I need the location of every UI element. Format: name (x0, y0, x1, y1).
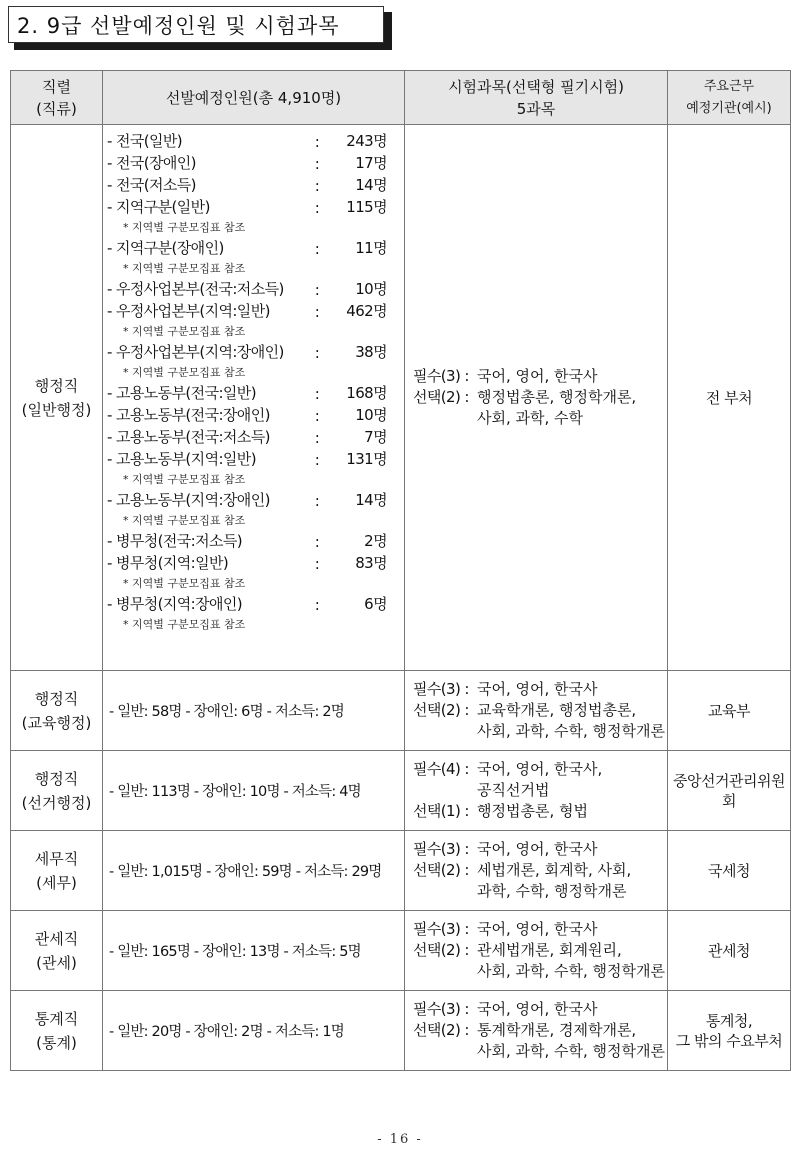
quota-item (107, 488, 404, 510)
quota-count: 2명 (364, 532, 387, 550)
cell-subjects (405, 831, 668, 911)
required-label: 필수(3) : (413, 367, 469, 385)
required-label: 필수(3) : (413, 680, 469, 698)
header-agency-line2: 예정기관(예시) (686, 100, 772, 116)
cell-subjects (405, 671, 668, 751)
cell-category (11, 671, 103, 751)
quota-note: * 지역별 구분모집표 참조 (123, 365, 246, 379)
quota-name: - 우정사업본부(전국:저소득) (107, 280, 284, 298)
subject-line: 국어, 영어, 한국사 (477, 840, 598, 858)
elective-label: 선택(2) : (413, 388, 469, 406)
cell-agency (668, 911, 791, 991)
required-subjects (413, 839, 667, 860)
agency-line: 통계청, (705, 1011, 753, 1030)
quota-text: - 일반: 165명 - 장애인: 13명 - 저소득: 5명 (109, 944, 361, 960)
required-subjects (413, 999, 667, 1020)
cell-agency (668, 831, 791, 911)
quota-count: 462명 (346, 302, 387, 320)
elective-label: 선택(2) : (413, 701, 469, 719)
category-line: (선거행정) (21, 793, 92, 812)
header-subjects-line1: 시험과목(선택형 필기시험) (448, 77, 624, 96)
quota-colon: : (314, 451, 320, 469)
quota-colon: : (314, 303, 320, 321)
quota-note: * 지역별 구분모집표 참조 (123, 261, 246, 275)
section-title-box (8, 6, 392, 50)
quota-colon: : (314, 155, 320, 173)
elective-label: 선택(2) : (413, 861, 469, 879)
cell-category (11, 751, 103, 831)
elective-subjects (413, 801, 667, 822)
agency-line: 교육부 (708, 701, 750, 720)
category-line: 관세직 (34, 929, 79, 948)
required-label: 필수(3) : (413, 1000, 469, 1018)
elective-label: 선택(2) : (413, 1021, 469, 1039)
quota-text: - 일반: 1,015명 - 장애인: 59명 - 저소득: 29명 (109, 864, 382, 880)
category-line: (일반행정) (21, 400, 92, 419)
quota-count: 243명 (346, 132, 387, 150)
quota-text: - 일반: 113명 - 장애인: 10명 - 저소득: 4명 (109, 784, 361, 800)
elective-list (477, 1020, 665, 1062)
subject-line: 행정법총론, 형법 (477, 802, 588, 820)
cell-category (11, 831, 103, 911)
cell-quota (103, 671, 405, 751)
category-line: (교육행정) (21, 713, 92, 732)
quota-colon: : (314, 177, 320, 195)
required-label: 필수(3) : (413, 920, 469, 938)
quota-item (107, 151, 404, 173)
quota-item (107, 277, 404, 299)
category-line: (세무) (36, 873, 77, 892)
header-category (11, 71, 103, 125)
cell-subjects (405, 125, 668, 671)
elective-subjects (413, 1020, 667, 1062)
subject-line: 국어, 영어, 한국사 (477, 680, 598, 698)
quota-colon: : (314, 344, 320, 362)
quota-count: 6명 (364, 595, 387, 613)
category-line: 행정직 (34, 376, 79, 395)
subject-line: 행정법총론, 행정학개론, (477, 388, 637, 406)
quota-colon: : (314, 240, 320, 258)
cell-category (11, 125, 103, 671)
quota-count: 14명 (355, 176, 387, 194)
quota-count: 168명 (346, 384, 387, 402)
agency-line: 그 밖의 수요부처 (675, 1031, 783, 1050)
table-row (11, 911, 791, 991)
elective-list (477, 940, 665, 982)
cell-subjects (405, 751, 668, 831)
header-category-line1: 직렬 (42, 77, 71, 96)
elective-list (477, 801, 588, 822)
quota-colon: : (314, 429, 320, 447)
subject-line: 통계학개론, 경제학개론, (477, 1021, 637, 1039)
quota-name: - 병무청(지역:일반) (107, 554, 229, 572)
agency-line: 국세청 (708, 861, 750, 880)
required-label: 필수(3) : (413, 840, 469, 858)
quota-note: * 지역별 구분모집표 참조 (123, 513, 246, 527)
quota-count: 7명 (364, 428, 387, 446)
header-subjects (405, 71, 668, 125)
quota-colon: : (314, 533, 320, 551)
cell-quota (103, 751, 405, 831)
quota-item (107, 381, 404, 403)
quota-name: - 고용노동부(지역:장애인) (107, 491, 270, 509)
table-header-row (11, 71, 791, 125)
required-list (477, 999, 598, 1020)
quota-count: 115명 (346, 198, 387, 216)
required-list (477, 839, 598, 860)
quota-count: 83명 (355, 554, 387, 572)
cell-agency (668, 751, 791, 831)
quota-item (107, 403, 404, 425)
quota-name: - 고용노동부(전국:장애인) (107, 406, 270, 424)
quota-item (107, 340, 404, 362)
subject-line: 국어, 영어, 한국사, (477, 760, 603, 778)
quota-colon: : (314, 281, 320, 299)
subject-line: 사회, 과학, 수학, 행정학개론 (477, 962, 665, 980)
quota-item (107, 447, 404, 469)
cell-quota (103, 125, 405, 671)
subject-line: 관세법개론, 회계원리, (477, 941, 622, 959)
agency-line: 관세청 (708, 941, 750, 960)
required-list (477, 366, 598, 387)
cell-agency (668, 671, 791, 751)
quota-count: 131명 (346, 450, 387, 468)
cell-quota (103, 991, 405, 1071)
elective-list (477, 700, 665, 742)
subject-line: 교육학개론, 행정법총론, (477, 701, 637, 719)
quota-name: - 우정사업본부(지역:장애인) (107, 343, 284, 361)
quota-subject-table (10, 70, 791, 1071)
quota-list (103, 125, 404, 637)
quota-item (107, 529, 404, 551)
required-subjects (413, 759, 667, 801)
cell-quota (103, 831, 405, 911)
header-quota: 선발예정인원(총 4,910명) (103, 71, 405, 125)
cell-subjects (405, 911, 668, 991)
subject-line: 국어, 영어, 한국사 (477, 1000, 598, 1018)
table-row (11, 671, 791, 751)
cell-agency (668, 991, 791, 1071)
cell-agency (668, 125, 791, 671)
category-line: 통계직 (34, 1009, 79, 1028)
elective-list (477, 387, 636, 429)
quota-colon: : (314, 407, 320, 425)
cell-category (11, 991, 103, 1071)
elective-list (477, 860, 631, 902)
quota-item (107, 173, 404, 195)
cell-category (11, 911, 103, 991)
cell-subjects (405, 991, 668, 1071)
quota-name: - 우정사업본부(지역:일반) (107, 302, 270, 320)
quota-note: * 지역별 구분모집표 참조 (123, 617, 246, 631)
table-row (11, 751, 791, 831)
category-line: 세무직 (34, 849, 79, 868)
table-row (11, 125, 791, 671)
category-line: 행정직 (34, 769, 79, 788)
elective-subjects (413, 860, 667, 902)
quota-item (107, 592, 404, 614)
quota-item (107, 195, 404, 217)
elective-subjects (413, 700, 667, 742)
subject-line: 사회, 과학, 수학 (477, 409, 584, 427)
required-list (477, 679, 598, 700)
quota-name: - 지역구분(일반) (107, 198, 210, 216)
cell-quota (103, 911, 405, 991)
quota-colon: : (314, 199, 320, 217)
required-subjects (413, 366, 667, 387)
quota-colon: : (314, 385, 320, 403)
quota-item (107, 299, 404, 321)
header-category-line2: (직류) (36, 99, 77, 118)
required-subjects (413, 919, 667, 940)
quota-colon: : (314, 492, 320, 510)
agency-line: 중앙선거관리위원회 (673, 771, 785, 810)
quota-item (107, 129, 404, 151)
subject-line: 국어, 영어, 한국사 (477, 920, 598, 938)
table-row (11, 831, 791, 911)
quota-colon: : (314, 555, 320, 573)
subject-line: 세법개론, 회계학, 사회, (477, 861, 632, 879)
quota-name: - 병무청(전국:저소득) (107, 532, 243, 550)
quota-name: - 전국(일반) (107, 132, 183, 150)
header-subjects-line2: 5과목 (516, 99, 556, 118)
quota-name: - 고용노동부(지역:일반) (107, 450, 256, 468)
subject-line: 국어, 영어, 한국사 (477, 367, 598, 385)
quota-count: 17명 (355, 154, 387, 172)
quota-name: - 고용노동부(전국:일반) (107, 384, 256, 402)
quota-count: 10명 (355, 406, 387, 424)
quota-name: - 고용노동부(전국:저소득) (107, 428, 270, 446)
subject-line: 사회, 과학, 수학, 행정학개론 (477, 722, 665, 740)
elective-label: 선택(2) : (413, 941, 469, 959)
quota-name: - 병무청(지역:장애인) (107, 595, 243, 613)
elective-subjects (413, 940, 667, 982)
quota-note: * 지역별 구분모집표 참조 (123, 220, 246, 234)
quota-text: - 일반: 20명 - 장애인: 2명 - 저소득: 1명 (109, 1024, 345, 1040)
elective-subjects (413, 387, 667, 429)
quota-name: - 지역구분(장애인) (107, 239, 224, 257)
required-list (477, 919, 598, 940)
quota-colon: : (314, 133, 320, 151)
section-title: 2. 9급 선발예정인원 및 시험과목 (8, 6, 384, 43)
page-number: - 16 - (377, 1132, 423, 1147)
quota-count: 14명 (355, 491, 387, 509)
quota-item (107, 236, 404, 258)
header-agency (668, 71, 791, 125)
quota-item (107, 425, 404, 447)
quota-note: * 지역별 구분모집표 참조 (123, 472, 246, 486)
quota-count: 11명 (355, 239, 387, 257)
elective-label: 선택(1) : (413, 802, 469, 820)
agency-line: 전 부처 (705, 388, 753, 407)
subject-line: 과학, 수학, 행정학개론 (477, 882, 627, 900)
required-subjects (413, 679, 667, 700)
quota-count: 38명 (355, 343, 387, 361)
required-list (477, 759, 602, 801)
quota-count: 10명 (355, 280, 387, 298)
header-agency-line1: 주요근무 (703, 78, 755, 94)
quota-note: * 지역별 구분모집표 참조 (123, 576, 246, 590)
required-label: 필수(4) : (413, 760, 469, 778)
quota-note: * 지역별 구분모집표 참조 (123, 324, 246, 338)
quota-item (107, 551, 404, 573)
quota-name: - 전국(장애인) (107, 154, 196, 172)
subject-line: 사회, 과학, 수학, 행정학개론 (477, 1042, 665, 1060)
category-line: 행정직 (34, 689, 79, 708)
quota-name: - 전국(저소득) (107, 176, 196, 194)
table-row (11, 991, 791, 1071)
quota-text: - 일반: 58명 - 장애인: 6명 - 저소득: 2명 (109, 704, 345, 720)
category-line: (통계) (36, 1033, 77, 1052)
subject-line: 공직선거법 (477, 781, 550, 799)
category-line: (관세) (36, 953, 77, 972)
quota-colon: : (314, 596, 320, 614)
